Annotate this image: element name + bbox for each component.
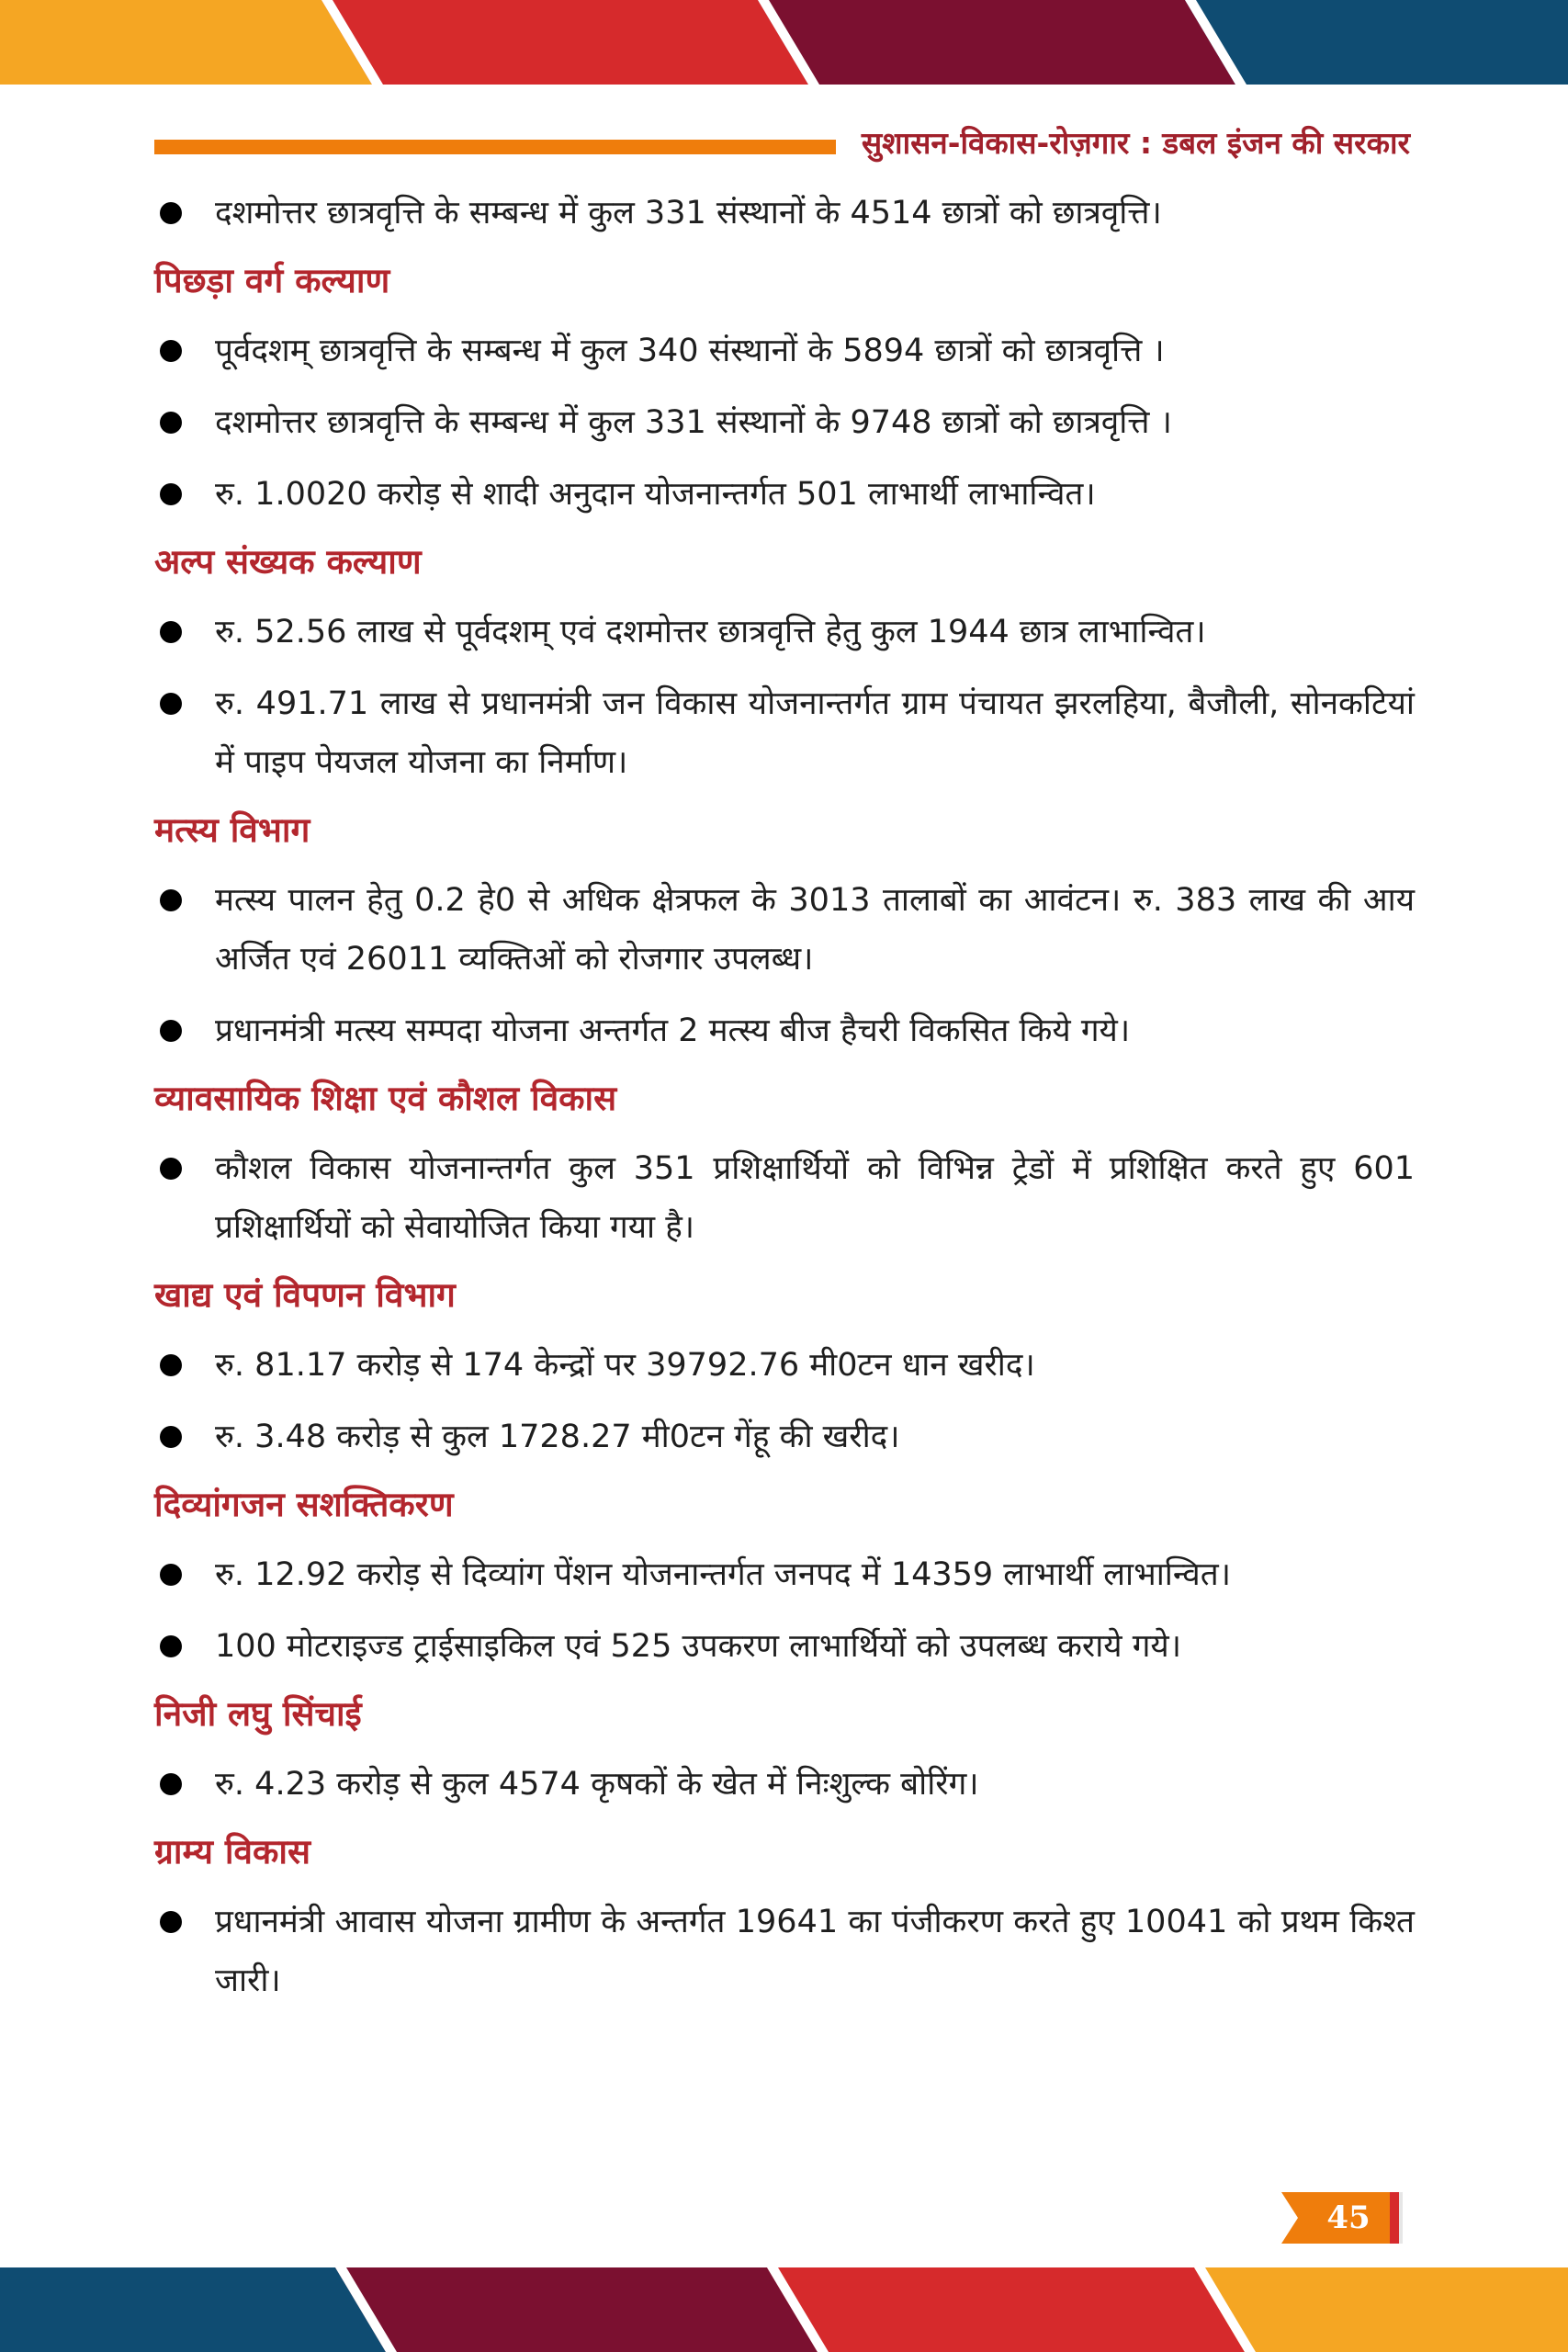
bullet-dot-icon bbox=[160, 1911, 182, 1933]
header-rule bbox=[154, 140, 836, 154]
bullet-text: पूर्वदशम् छात्रवृत्ति के सम्बन्ध में कुल 340 संस्थानों के 5894 छात्रों को छात्रवृत्ति । bbox=[215, 333, 1165, 369]
section-heading: निजी लघु सिंचाई bbox=[154, 1694, 362, 1734]
bullet-dot-icon bbox=[160, 1354, 182, 1376]
bullet-item bbox=[154, 871, 1415, 989]
bullet-dot-icon bbox=[160, 1158, 182, 1180]
bullet-text: रु. 491.71 लाख से प्रधानमंत्री जन विकास योजनान्तर्गत ग्राम पंचायत झरलहिया, बैजौली, सोनकटियां में पाइप पेयजल योजना का निर्माण। bbox=[215, 685, 1415, 781]
bullet-item bbox=[154, 1139, 1415, 1257]
bullet-dot-icon bbox=[160, 202, 182, 224]
bullet-text: रु. 52.56 लाख से पूर्वदशम् एवं दशमोत्तर छात्रवृत्ति हेतु कुल 1944 छात्र लाभान्वित। bbox=[215, 614, 1206, 650]
bullet-dot-icon bbox=[160, 1564, 182, 1586]
bullet-dot-icon bbox=[160, 1426, 182, 1448]
bullet-text: रु. 3.48 करोड़ से कुल 1728.27 मी0टन गेंहू की खरीद। bbox=[215, 1419, 900, 1455]
bullet-item bbox=[154, 1336, 1415, 1395]
section-heading: खाद्य एवं विपणन विभाग bbox=[154, 1275, 456, 1315]
page-number: 45 bbox=[1326, 2199, 1371, 2236]
bullet-item bbox=[154, 1545, 1415, 1604]
bullet-text: रु. 1.0020 करोड़ से शादी अनुदान योजनान्तर्गत 501 लाभार्थी लाभान्वित। bbox=[215, 476, 1096, 513]
bullet-dot-icon bbox=[160, 889, 182, 911]
bullet-item bbox=[154, 1755, 1415, 1814]
bullet-text: दशमोत्तर छात्रवृत्ति के सम्बन्ध में कुल 331 संस्थानों के 4514 छात्रों को छात्रवृत्ति। bbox=[215, 195, 1162, 232]
bullet-text: प्रधानमंत्री मत्स्य सम्पदा योजना अन्तर्गत 2 मत्स्य बीज हैचरी विकसित किये गये। bbox=[215, 1012, 1131, 1049]
bullet-item bbox=[154, 465, 1415, 524]
section-heading: दिव्यांगजन सशक्तिकरण bbox=[154, 1485, 454, 1524]
running-header-title: सुशासन-विकास-रोज़गार : डबल इंजन की सरकार bbox=[861, 125, 1410, 161]
bullet-dot-icon bbox=[160, 1020, 182, 1042]
section-heading: मत्स्य विभाग bbox=[154, 810, 310, 850]
bullet-text: कौशल विकास योजनान्तर्गत कुल 351 प्रशिक्षार्थियों को विभिन्न ट्रेडों में प्रशिक्षित करते हुए 601 प्रशिक्षार्थियों को सेवायोजित किया गया है। bbox=[215, 1150, 1415, 1246]
section-heading: व्यावसायिक शिक्षा एवं कौशल विकास bbox=[154, 1079, 617, 1118]
section-heading: पिछड़ा वर्ग कल्याण bbox=[154, 261, 390, 300]
bullet-item bbox=[154, 1001, 1415, 1060]
section-heading: अल्प संख्यक कल्याण bbox=[154, 542, 422, 582]
bullet-text: रु. 12.92 करोड़ से दिव्यांग पेंशन योजनान्तर्गत जनपद में 14359 लाभार्थी लाभान्वित। bbox=[215, 1556, 1231, 1593]
bullet-item bbox=[154, 1893, 1415, 2010]
bullet-item bbox=[154, 1617, 1415, 1676]
bullet-dot-icon bbox=[160, 483, 182, 505]
bullet-item bbox=[154, 603, 1415, 662]
bullet-text: प्रधानमंत्री आवास योजना ग्रामीण के अन्तर्गत 19641 का पंजीकरण करते हुए 10041 को प्रथम किश्त जारी। bbox=[215, 1904, 1415, 1999]
bullet-text: रु. 81.17 करोड़ से 174 केन्द्रों पर 39792.76 मी0टन धान खरीद। bbox=[215, 1347, 1035, 1384]
bullet-dot-icon bbox=[160, 412, 182, 434]
bullet-text: रु. 4.23 करोड़ से कुल 4574 कृषकों के खेत में निःशुल्क बोरिंग। bbox=[215, 1766, 979, 1803]
bullet-text: मत्स्य पालन हेतु 0.2 हे0 से अधिक क्षेत्रफल के 3013 तालाबों का आवंटन। रु. 383 लाख की आय अर्जित एवं 26011 व्यक्तिओं को रोजगार उपलब्ध। bbox=[215, 882, 1415, 978]
bullet-item bbox=[154, 322, 1415, 380]
bullet-item bbox=[154, 393, 1415, 452]
bottom-color-band bbox=[0, 2267, 1568, 2352]
bullet-text: 100 मोटराइज्ड ट्राईसाइकिल एवं 525 उपकरण लाभार्थियों को उपलब्ध कराये गये। bbox=[215, 1628, 1182, 1665]
page-number-tag bbox=[1281, 2192, 1410, 2244]
bullet-item bbox=[154, 674, 1415, 792]
page-content bbox=[154, 184, 1415, 2023]
top-color-band bbox=[0, 0, 1568, 85]
bullet-dot-icon bbox=[160, 1635, 182, 1657]
bullet-item bbox=[154, 1408, 1415, 1466]
bullet-dot-icon bbox=[160, 340, 182, 362]
bullet-dot-icon bbox=[160, 621, 182, 643]
bullet-dot-icon bbox=[160, 1773, 182, 1795]
section-heading: ग्राम्य विकास bbox=[154, 1832, 310, 1871]
bullet-dot-icon bbox=[160, 693, 182, 715]
bullet-item bbox=[154, 184, 1415, 243]
bullet-text: दशमोत्तर छात्रवृत्ति के सम्बन्ध में कुल 331 संस्थानों के 9748 छात्रों को छात्रवृत्ति । bbox=[215, 404, 1172, 441]
